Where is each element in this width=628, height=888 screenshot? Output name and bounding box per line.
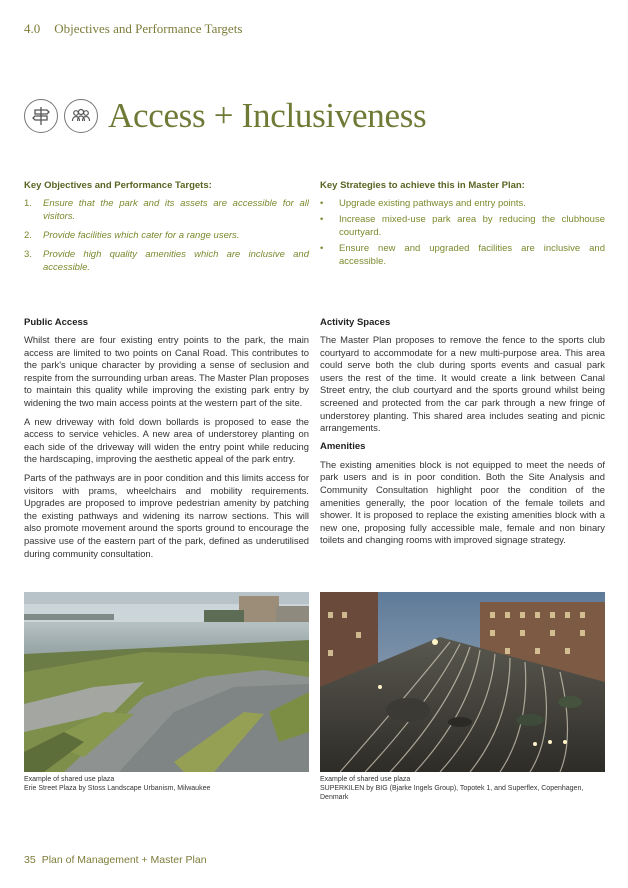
strategies-heading: Key Strategies to achieve this in Master Plan:	[320, 180, 525, 191]
caption-line: Example of shared use plaza	[320, 776, 411, 783]
objectives-list	[24, 197, 309, 280]
list-item: • Ensure new and upgraded facilities are inclusive and accessible.	[320, 243, 605, 267]
photo-erie-street-plaza	[24, 592, 309, 772]
page-footer	[24, 854, 207, 866]
public-access-heading: Public Access	[24, 317, 89, 328]
caption-right	[320, 775, 610, 802]
activity-spaces-heading: Activity Spaces	[320, 317, 391, 328]
amenities-paragraph: The existing amenities block is not equipped to meet the needs of park users and is in poor condition. Both the Site Analysis and Community Consultation highlight poor the condition of the amenities generally, the poor location of the female toilets and shower. It is proposed to replace the existing amenities block with a new one, proposing fully accessible male, female and non binary toilets and changing rooms with improved signage strategy.	[320, 458, 605, 546]
strategies-list	[320, 197, 605, 271]
caption-left	[24, 775, 309, 793]
public-access-paragraph: Whilst there are four existing entry points to the park, the main access are limited to two points on Canal Road. This contributes to the park's unique character by providing a sense of seclusion and respite from the surrounding urban areas. The Master Plan proposes to maintain this quality while improving the existing park entry by widening the two main access points at the western part of the site.	[24, 334, 309, 408]
activity-section	[320, 317, 605, 547]
section-number: 4.0	[24, 21, 41, 36]
caption-line: Erie Street Plaza by Stoss Landscape Urbanism, Milwaukee	[24, 785, 211, 792]
list-item: 1. Ensure that the park and its assets are accessible for all visitors.	[24, 198, 309, 222]
page-number: 35	[24, 854, 36, 866]
page-title: Access + Inclusiveness	[108, 96, 427, 135]
activity-spaces-paragraph: The Master Plan proposes to remove the fence to the sports club courtyard to accommodate for a new multi-purpose area. This area could serve both the club during sports events and casual park users the rest of the time. It would create a link between Canal Street entry, the club courtyard and the sports ground whilst being screened and protected from the car park through a new fringe of understorey planting. This shared area includes seating and picnic arrangements.	[320, 334, 605, 434]
signpost-icon	[24, 99, 58, 133]
public-access-section	[24, 317, 309, 560]
document-title: Plan of Management + Master Plan	[41, 854, 207, 866]
list-item: 3. Provide high quality amenities which are inclusive and accessible.	[24, 249, 309, 273]
objectives-heading: Key Objectives and Performance Targets:	[24, 180, 212, 191]
section-header	[24, 21, 242, 37]
caption-line: Example of shared use plaza	[24, 776, 115, 783]
people-group-icon	[64, 99, 98, 133]
public-access-paragraph: A new driveway with fold down bollards is proposed to ease the access to service vehicles. A new area of understorey planting on each side of the driveway will widen the entry point while reducing the hardscaping, improving the aesthetic appeal of the park entry.	[24, 415, 309, 465]
section-title: Objectives and Performance Targets	[54, 21, 243, 36]
caption-line: SUPERKILEN by BIG (Bjarke Ingels Group), Topotek 1, and Superflex, Copenhagen, Denmark	[320, 785, 584, 801]
amenities-heading: Amenities	[320, 440, 366, 452]
list-item: • Increase mixed-use park area by reducing the clubhouse courtyard.	[320, 214, 605, 238]
title-row	[24, 96, 426, 136]
list-item: 2. Provide facilities which cater for a range users.	[24, 230, 240, 241]
public-access-paragraph: Parts of the pathways are in poor condition and this limits access for visitors with prams, wheelchairs and mobility requirements. Upgrades are proposed to improve pedestrian amenity by patching the existing pathways and widening its narrow sections. This will also promote movement around the sports ground to encourage the passive use of the eastern part of the park, defined as underutilised during community consultation.	[24, 471, 309, 559]
list-item: • Upgrade existing pathways and entry points.	[320, 198, 526, 209]
photo-superkilen	[320, 592, 605, 772]
